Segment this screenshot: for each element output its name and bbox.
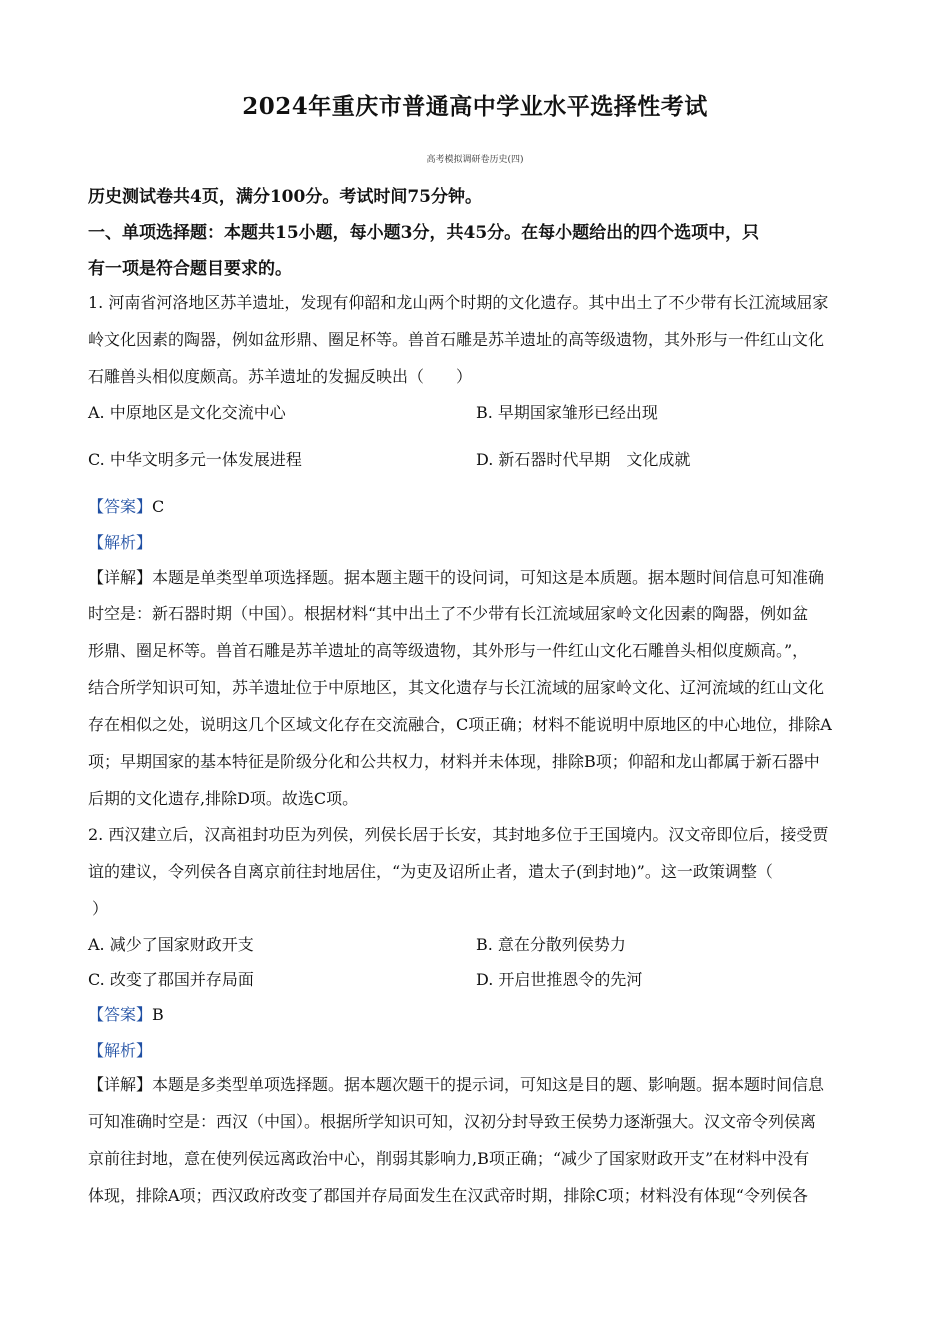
answer-tag: 【答案】 xyxy=(88,497,153,516)
q1-answer xyxy=(88,494,164,517)
answer-value: C xyxy=(152,497,165,516)
page-subtitle: 高考模拟调研卷历史(四) xyxy=(426,155,524,165)
q2-stem-line: 谊的建议，令列侯各自离京前往封地居住，“为吏及诏所止者，遣太子(到封地)”。这一政策调整（ xyxy=(88,862,773,881)
detail-tag: 【详解】 xyxy=(88,568,153,587)
q1-analysis-tag: 【解析】 xyxy=(88,533,153,552)
page-title: 2024年重庆市普通高中学业水平选择性考试 xyxy=(242,93,708,120)
q2-detail-line: 【详解】本题是多类型单项选择题。据本题次题干的提示词，可知这是目的题、影响题。据本题时间信息 xyxy=(88,1075,825,1094)
q1-stem-line: 石雕兽头相似度颇高。苏羊遗址的发掘反映出（ ） xyxy=(88,367,473,386)
q1-stem-line: 岭文化因素的陶器，例如盆形鼎、圈足杯等。兽首石雕是苏羊遗址的高等级遗物，其外形与一件红山文化 xyxy=(88,330,825,349)
q1-detail-line: 后期的文化遗存,排除D项。故选C项。 xyxy=(88,789,359,808)
q2-option-b: B. 意在分散列侯势力 xyxy=(476,935,626,954)
exam-info: 历史测试卷共4页，满分100分。考试时间75分钟。 xyxy=(88,187,482,207)
q2-detail-line: 可知准确时空是：西汉（中国）。根据所学知识可知，汉初分封导致王侯势力逐渐强大。汉文帝令列侯离 xyxy=(88,1112,817,1131)
q1-detail-line: 形鼎、圈足杯等。兽首石雕是苏羊遗址的高等级遗物，其外形与一件红山文化石雕兽头相似度颇高。”， xyxy=(88,641,809,660)
q2-detail-line: 京前往封地，意在使列侯远离政治中心，削弱其影响力,B项正确；“减少了国家财政开支”在材料中没有 xyxy=(88,1149,810,1168)
q1-detail-line: 存在相似之处，说明这几个区域文化存在交流融合，C项正确；材料不能说明中原地区的中心地位，排除A xyxy=(88,715,832,734)
q1-option-a: A. 中原地区是文化交流中心 xyxy=(88,403,286,422)
q1-detail-line: 项；早期国家的基本特征是阶级分化和公共权力，材料并未体现，排除B项；仰韶和龙山都属于新石器中 xyxy=(88,752,820,771)
answer-value: B xyxy=(152,1005,164,1024)
q1-stem-line: 1. 河南省河洛地区苏羊遗址，发现有仰韶和龙山两个时期的文化遗存。其中出土了不少带有长江流域屈家 xyxy=(88,293,829,312)
q2-detail-line: 体现，排除A项；西汉政府改变了郡国并存局面发生在汉武帝时期，排除C项；材料没有体现“令列侯各 xyxy=(88,1186,808,1205)
q2-stem-line: ） xyxy=(92,899,109,918)
q2-option-d: D. 开启世推恩令的先河 xyxy=(476,970,643,989)
q1-option-c: C. 中华文明多元一体发展进程 xyxy=(88,450,302,469)
q2-option-a: A. 减少了国家财政开支 xyxy=(88,935,254,954)
q2-stem-line: 2. 西汉建立后，汉高祖封功臣为列侯，列侯长居于长安，其封地多位于王国境内。汉文帝即位后，接受贾 xyxy=(88,825,829,844)
q1-detail-line: 结合所学知识可知，苏羊遗址位于中原地区，其文化遗存与长江流域的屈家岭文化、辽河流域的红山文化 xyxy=(88,678,825,697)
q1-detail-line: 【详解】本题是单类型单项选择题。据本题主题干的设问词，可知这是本质题。据本题时间信息可知准确 xyxy=(88,568,825,587)
q2-answer xyxy=(88,1002,164,1025)
q1-option-d: D. 新石器时代早期 文化成就 xyxy=(476,450,691,469)
q2-option-c: C. 改变了郡国并存局面 xyxy=(88,970,254,989)
section-instructions: 一、单项选择题：本题共15小题，每小题3分，共45分。在每小题给出的四个选项中，只 xyxy=(88,223,760,243)
answer-tag: 【答案】 xyxy=(88,1005,153,1024)
q1-option-b: B. 早期国家雏形已经出现 xyxy=(476,403,658,422)
section-instructions-cont: 有一项是符合题目要求的。 xyxy=(88,259,292,279)
detail-tag: 【详解】 xyxy=(88,1075,153,1094)
q1-detail-line: 时空是：新石器时期（中国）。根据材料“其中出土了不少带有长江流域屈家岭文化因素的陶器，例如盆 xyxy=(88,604,809,623)
q2-analysis-tag: 【解析】 xyxy=(88,1041,153,1060)
